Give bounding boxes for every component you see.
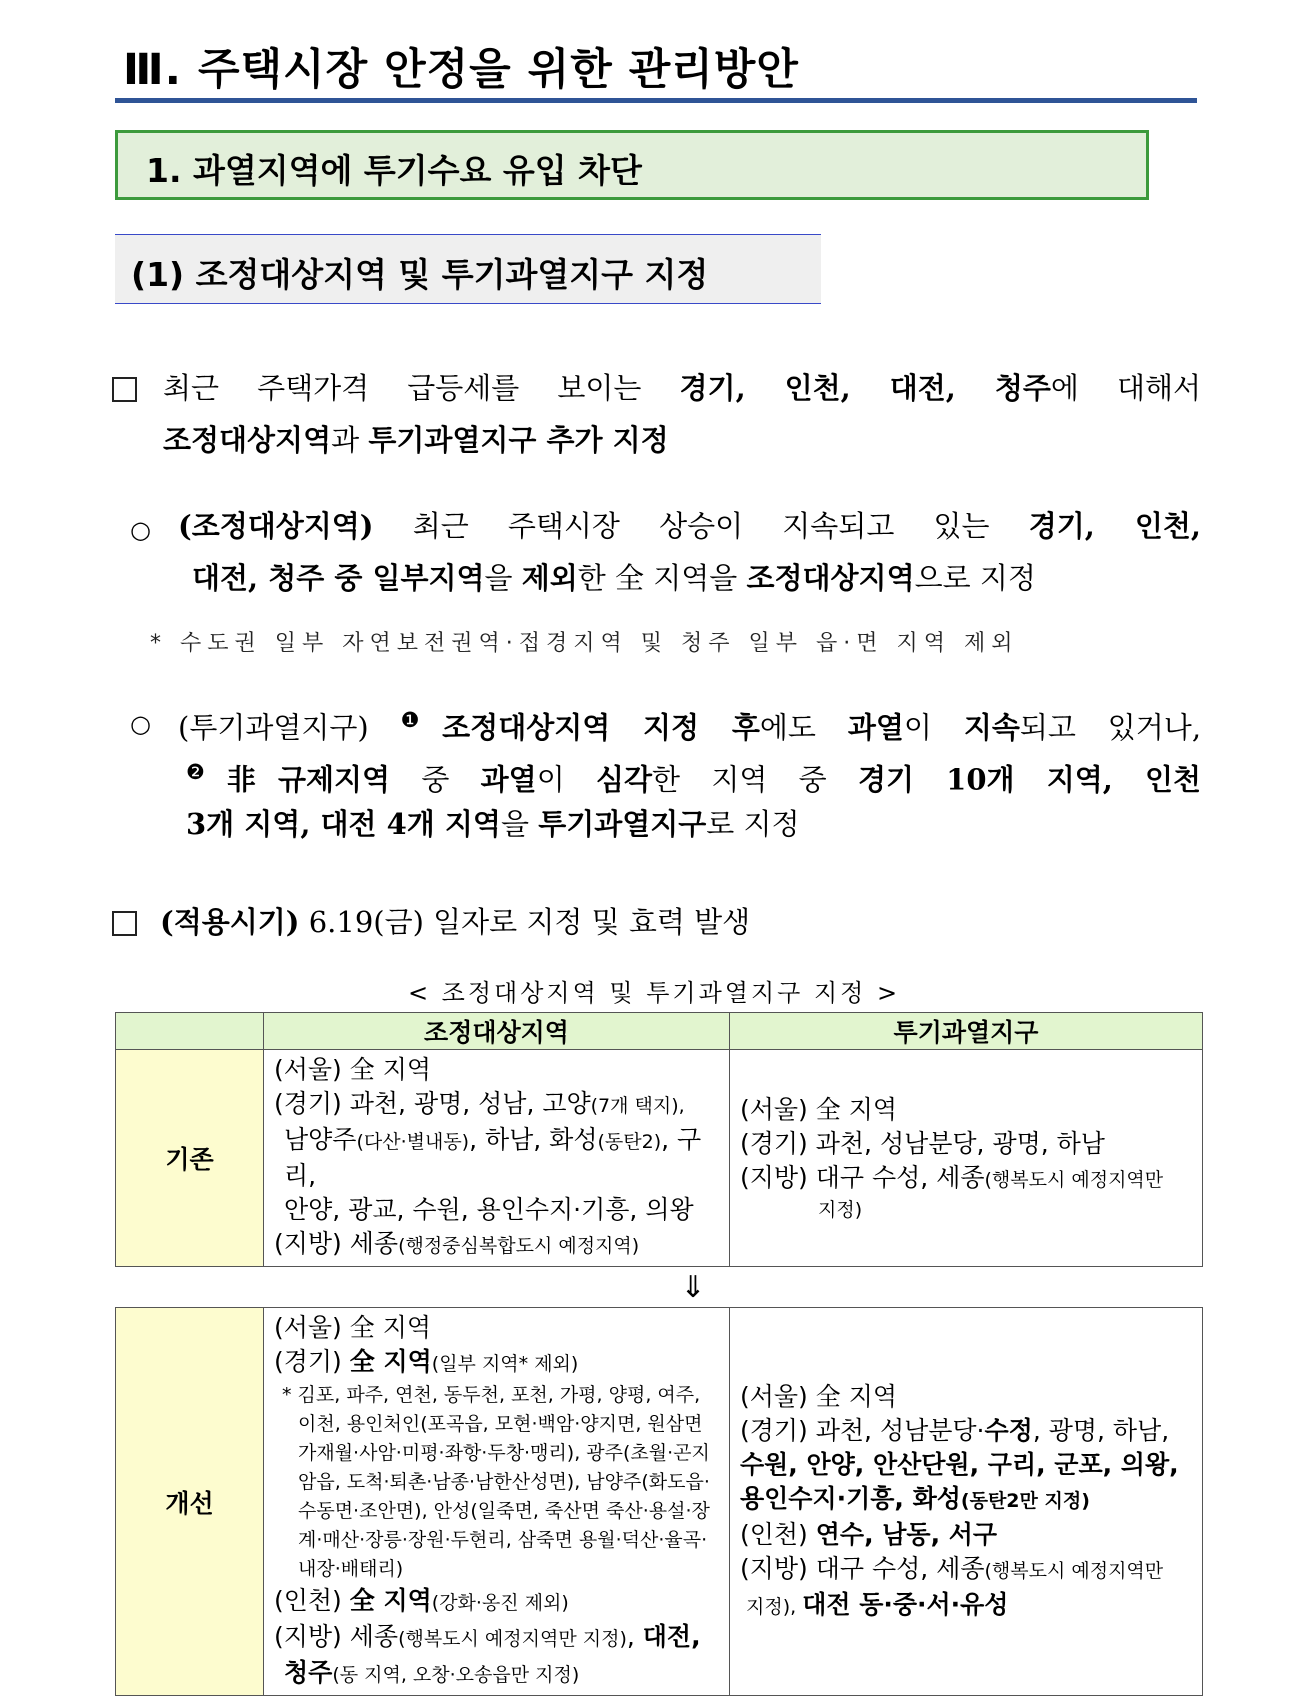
subsection-title: (1) 조정대상지역 및 투기과열지구 지정	[131, 255, 709, 294]
paragraph-2-line-1: (조정대상지역) 최근 주택시장 상승이 지속되고 있는 경기, 인천,	[178, 509, 1201, 543]
improved-adjustment-cell: (서울) 全 지역 (경기) 全 지역(일부 지역* 제외) * 김포, 파주, 연천, 동두천, 포천, 가평, 양평, 여주, 이천, 용인처인(포곡읍, 모현·백암·양지면, 원삼면 가재월·사암·미평·좌항·두창·맹리), 광주(초월·곤지암읍, 도척·퇴촌·남종·남한산성면), 남양주(화도읍·수동면·조안면), 안성(일죽면, 죽산면 죽산·용설·장계·매산·장릉·장원·두현리, 삼죽면 용월·덕산·율곡·내장·배태리) (인천) 全 지역(강화·옹진 제외) (지방) 세종(행복도시 예정지역만 지정), 대전, 청주(동 지역, 오창·오송읍만 지정)	[264, 1308, 730, 1696]
improved-exclusions-note: * 김포, 파주, 연천, 동두천, 포천, 가평, 양평, 여주, 이천, 용인처인(포곡읍, 모현·백암·양지면, 원삼면 가재월·사암·미평·좌항·두창·맹리), 광주(초월·곤지암읍, 도척·퇴촌·남종·남한산성면), 남양주(화도읍·수동면·조안면), 안성(일죽면, 죽산면 죽산·용설·장계·매산·장릉·장원·두현리, 삼죽면 용월·덕산·율곡·내장·배태리)	[282, 1384, 710, 1580]
table-header-row	[116, 1013, 1203, 1050]
paragraph-3-line-3: 3개 지역, 대전 4개 지역을 투기과열지구로 지정	[186, 807, 800, 841]
table-header-corner	[116, 1013, 264, 1050]
table-header-adjustment-area: 조정대상지역	[264, 1013, 730, 1050]
paragraph-3-line-1: (투기과열지구) $^❶$조정대상지역 지정 후에도 과열이 지속되고 있거나,	[178, 708, 1202, 745]
table-header-speculative-district: 투기과열지구	[730, 1013, 1203, 1050]
existing-adjustment-cell: (서울) 全 지역 (경기) 과천, 광명, 성남, 고양(7개 택지), 남양주(다산·별내동), 하남, 화성(동탄2), 구리, 안양, 광교, 수원, 용인수지·기흥, 의왕 (지방) 세종(행정중심복합도시 예정지역)	[264, 1050, 730, 1267]
paragraph-2-line-2: 대전, 청주 중 일부지역을 제외한 全 지역을 조정대상지역으로 지정	[192, 561, 1036, 595]
existing-speculative-cell: (서울) 全 지역 (경기) 과천, 성남분당, 광명, 하남 (지방) 대구 수성, 세종(행복도시 예정지역만 지정)	[730, 1050, 1203, 1267]
paragraph-4: (적용시기) 6.19(금) 일자로 지정 및 효력 발생	[160, 905, 751, 939]
footnote-exclusions: * 수도권 일부 자연보전권역·접경지역 및 청주 일부 읍·면 지역 제외	[150, 631, 1019, 656]
paragraph-1-line-2: 조정대상지역과 투기과열지구 추가 지정	[163, 423, 669, 457]
table-caption: < 조정대상지역 및 투기과열지구 지정 >	[407, 979, 901, 1007]
section-title: 1. 과열지역에 투기수요 유입 차단	[146, 151, 642, 190]
checkbox-bullet	[112, 377, 137, 402]
down-arrow-icon: ⇓	[264, 1267, 1203, 1308]
paragraph-3-line-2: $^❷$非규제지역 중 과열이 심각한 지역 중 경기 10개 지역, 인천	[186, 760, 1202, 797]
chapter-divider	[115, 98, 1197, 103]
row-label-improved: 개선	[116, 1308, 264, 1696]
region-designation-table	[115, 1012, 1203, 1696]
circle-bullet: ○	[130, 710, 151, 738]
table-row-improved	[116, 1308, 1203, 1696]
row-label-existing: 기존	[116, 1050, 264, 1267]
circle-bullet: ○	[130, 516, 151, 544]
improved-speculative-cell: (서울) 全 지역 (경기) 과천, 성남분당·수정, 광명, 하남, 수원, 안양, 안산단원, 구리, 군포, 의왕, 용인수지·기흥, 화성(동탄2만 지정) (인천) 연수, 남동, 서구 (지방) 대구 수성, 세종(행복도시 예정지역만 지정), 대전 동·중·서·유성	[730, 1308, 1203, 1696]
checkbox-bullet	[112, 911, 137, 936]
chapter-title: Ⅲ. 주택시장 안정을 위한 관리방안	[123, 45, 799, 95]
table-row-existing	[116, 1050, 1203, 1267]
paragraph-1-line-1: 최근 주택가격 급등세를 보이는 경기, 인천, 대전, 청주에 대해서	[163, 371, 1201, 405]
table-arrow-row	[116, 1267, 1203, 1308]
